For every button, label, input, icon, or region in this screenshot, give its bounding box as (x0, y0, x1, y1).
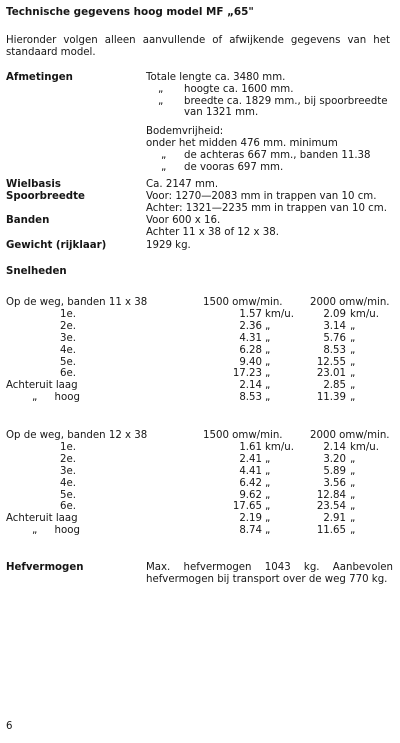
speed-unit: km/u. (350, 308, 379, 320)
speed-value-2000: 2.14 (323, 441, 346, 453)
speed-value-2000: 3.20 (323, 453, 346, 465)
speed-table-heading (0, 430, 400, 442)
speed-value-1500: 9.62 (239, 489, 262, 501)
speed-row (0, 321, 400, 333)
banden-label: Banden (6, 215, 50, 226)
col-header-1500: 1500 omw/min. (203, 430, 283, 441)
spoorbreedte-line: Voor: 1270—2083 mm in trappen van 10 cm. (146, 191, 377, 202)
speed-value-2000: 11.65 (316, 525, 346, 537)
speed-unit: km/u. (265, 308, 294, 320)
speed-value-2000: 3.56 (323, 477, 346, 489)
speed-row-label: Achteruit laag (6, 380, 78, 392)
gewicht-label: Gewicht (rijklaar) (6, 240, 107, 251)
col-header-1500: 1500 omw/min. (203, 297, 283, 308)
speed-value-2000: 12.84 (316, 489, 346, 501)
speed-value-2000: 23.01 (316, 368, 346, 380)
ditto-mark: „ (158, 84, 164, 95)
speed-value-2000: 5.89 (323, 465, 346, 477)
speed-value-1500: 2.14 (239, 380, 262, 392)
ditto-mark: „ (161, 162, 167, 173)
speed-row (0, 501, 400, 513)
speed-value-1500: 2.36 (239, 320, 262, 332)
afmetingen-line: de vooras 697 mm. (184, 162, 284, 173)
speed-row (0, 466, 400, 478)
spoorbreedte-line: Achter: 1321—2235 mm in trappen van 10 cm. (146, 203, 387, 214)
speed-unit: „ (265, 525, 271, 537)
speed-row-label: 6e. (60, 368, 76, 380)
speed-row-label: 2e. (60, 453, 76, 465)
speed-value-1500: 1.57 (239, 308, 262, 320)
speed-value-1500: 6.42 (239, 477, 262, 489)
speed-row-label: „ hoog (32, 525, 80, 537)
speed-value-2000: 2.85 (323, 380, 346, 392)
afmetingen-label: Afmetingen (6, 72, 73, 83)
spoorbreedte-label: Spoorbreedte (6, 191, 85, 202)
speed-row-label: 4e. (60, 344, 76, 356)
speed-row-label: 4e. (60, 477, 76, 489)
intro-paragraph: Hieronder volgen alleen aanvullende of afwijkende gegevens van het standaard model. (6, 35, 390, 58)
speed-unit: „ (350, 368, 356, 380)
speed-row (0, 380, 400, 392)
speed-unit: km/u. (265, 441, 294, 453)
speed-value-2000: 2.91 (323, 513, 346, 525)
speed-row (0, 309, 400, 321)
banden-line: Achter 11 x 38 of 12 x 38. (146, 227, 279, 238)
speed-table-title: Op de weg, banden 12 x 38 (6, 430, 148, 441)
afmetingen-line: de achteras 667 mm., banden 11.38 (184, 150, 371, 161)
speed-value-2000: 5.76 (323, 332, 346, 344)
speed-unit: „ (350, 320, 356, 332)
speed-unit: „ (265, 344, 271, 356)
col-header-2000: 2000 omw/min. (310, 430, 390, 441)
speed-row (0, 333, 400, 345)
speed-value-1500: 8.74 (239, 525, 262, 537)
speed-unit: km/u. (350, 441, 379, 453)
speed-unit: „ (350, 525, 356, 537)
snelheden-label: Snelheden (6, 266, 67, 277)
speed-value-2000: 8.53 (323, 344, 346, 356)
page-number: 6 (6, 721, 13, 732)
speed-row-label: 1e. (60, 308, 76, 320)
afmetingen-line: onder het midden 476 mm. minimum (146, 138, 338, 149)
speed-row-label: 3e. (60, 465, 76, 477)
speed-unit: „ (265, 368, 271, 380)
speed-value-2000: 11.39 (316, 392, 346, 404)
speed-row (0, 525, 400, 537)
speed-unit: „ (265, 392, 271, 404)
speed-value-1500: 2.19 (239, 513, 262, 525)
speed-unit: „ (265, 465, 271, 477)
speed-unit: „ (265, 513, 271, 525)
speed-value-2000: 12.55 (316, 356, 346, 368)
speed-row (0, 478, 400, 490)
speed-unit: „ (265, 501, 271, 513)
speed-unit: „ (350, 453, 356, 465)
speed-row (0, 454, 400, 466)
speed-row-label: 6e. (60, 501, 76, 513)
hefvermogen-text: Max. hefvermogen 1043 kg. Aanbevolen hefvermogen bij transport over de weg 770 kg. (146, 562, 393, 585)
speed-unit: „ (350, 332, 356, 344)
hefvermogen-label: Hefvermogen (6, 562, 84, 573)
col-header-2000: 2000 omw/min. (310, 297, 390, 308)
speed-unit: „ (265, 332, 271, 344)
speed-value-2000: 3.14 (323, 320, 346, 332)
speed-unit: „ (265, 320, 271, 332)
speed-unit: „ (350, 513, 356, 525)
speed-unit: „ (350, 392, 356, 404)
speed-value-1500: 4.41 (239, 465, 262, 477)
speed-row-label: 1e. (60, 441, 76, 453)
speed-value-1500: 2.41 (239, 453, 262, 465)
speed-row-label: 5e. (60, 356, 76, 368)
speed-value-2000: 23.54 (316, 501, 346, 513)
speed-unit: „ (350, 477, 356, 489)
speed-row (0, 513, 400, 525)
speed-value-1500: 17.23 (232, 368, 262, 380)
speed-row (0, 392, 400, 404)
afmetingen-line: Totale lengte ca. 3480 mm. (146, 72, 286, 83)
speed-row-label: 3e. (60, 332, 76, 344)
speed-unit: „ (350, 344, 356, 356)
speed-unit: „ (265, 453, 271, 465)
speed-unit: „ (265, 380, 271, 392)
speed-unit: „ (350, 380, 356, 392)
afmetingen-line: hoogte ca. 1600 mm. (184, 84, 294, 95)
speed-unit: „ (350, 501, 356, 513)
afmetingen-line: Bodemvrijheid: (146, 126, 224, 137)
speed-unit: „ (350, 356, 356, 368)
speed-unit: „ (350, 489, 356, 501)
speed-row-label: Achteruit laag (6, 513, 78, 525)
speed-row (0, 368, 400, 380)
speed-value-1500: 8.53 (239, 392, 262, 404)
ditto-mark: „ (161, 150, 167, 161)
afmetingen-line: van 1321 mm. (184, 107, 259, 118)
speed-table-heading (0, 297, 400, 309)
speed-value-2000: 2.09 (323, 308, 346, 320)
speed-unit: „ (350, 465, 356, 477)
wielbasis-value: Ca. 2147 mm. (146, 179, 219, 190)
afmetingen-line: breedte ca. 1829 mm., bij spoorbreedte (184, 96, 388, 107)
speed-unit: „ (265, 356, 271, 368)
speed-value-1500: 4.31 (239, 332, 262, 344)
speed-row (0, 490, 400, 502)
wielbasis-label: Wielbasis (6, 179, 61, 190)
page-title: Technische gegevens hoog model MF „65" (6, 6, 254, 18)
speed-table-title: Op de weg, banden 11 x 38 (6, 297, 148, 308)
speed-unit: „ (265, 477, 271, 489)
speed-value-1500: 1.61 (239, 441, 262, 453)
speed-unit: „ (265, 489, 271, 501)
speed-value-1500: 6.28 (239, 344, 262, 356)
speed-row-label: 5e. (60, 489, 76, 501)
speed-row (0, 357, 400, 369)
speed-value-1500: 17.65 (232, 501, 262, 513)
banden-line: Voor 600 x 16. (146, 215, 221, 226)
speed-row-label: 2e. (60, 320, 76, 332)
speed-row (0, 345, 400, 357)
speed-value-1500: 9.40 (239, 356, 262, 368)
gewicht-value: 1929 kg. (146, 240, 191, 251)
speed-row (0, 442, 400, 454)
ditto-mark: „ (158, 96, 164, 107)
speed-row-label: „ hoog (32, 392, 80, 404)
